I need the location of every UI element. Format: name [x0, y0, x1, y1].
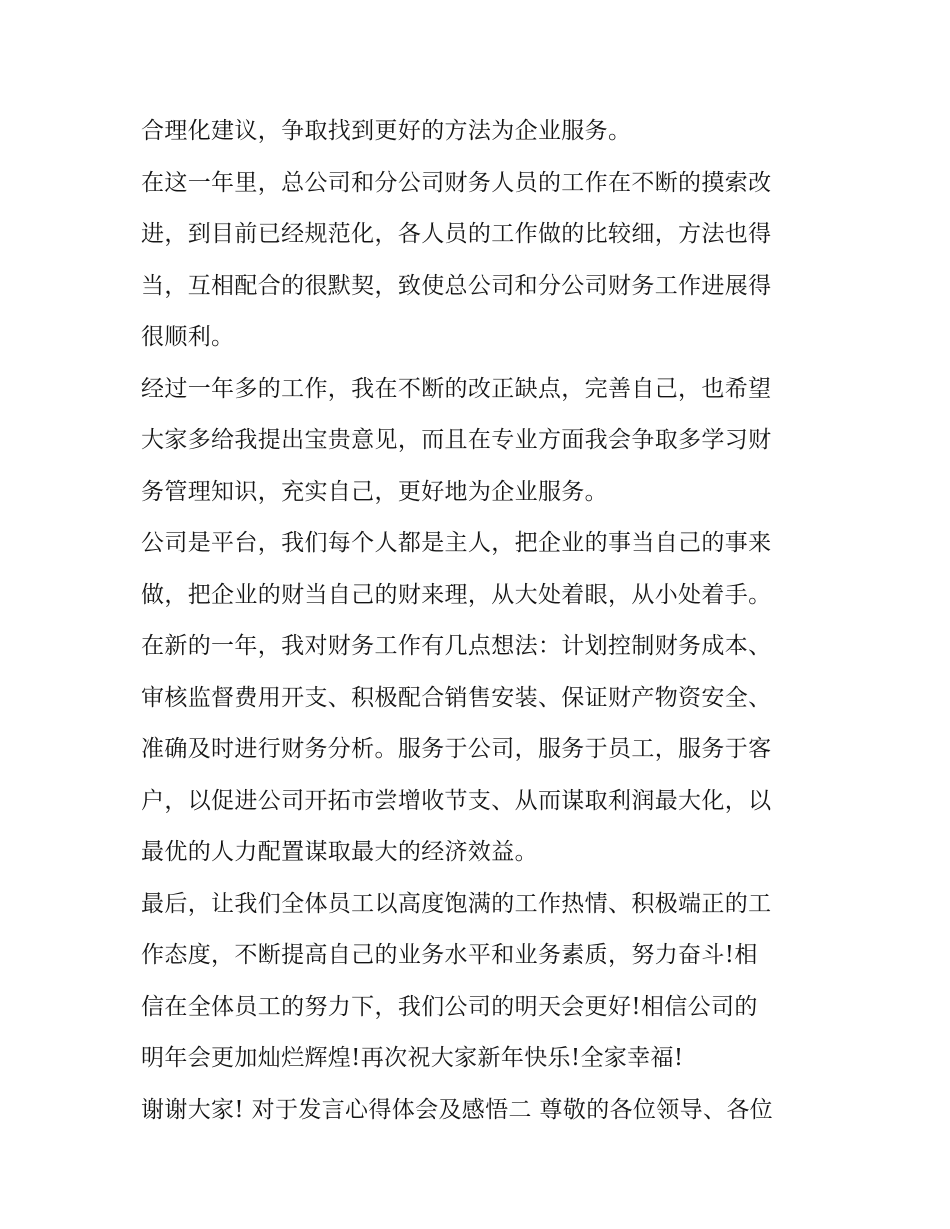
- text-line: 信在全体员工的努力下，我们公司的明天会更好!相信公司的: [141, 993, 758, 1020]
- text-line: 户，以促进公司开拓市尝增收节支、从而谋取利润最大化，以: [141, 787, 772, 814]
- text-line: 进，到目前已经规范化，各人员的工作做的比较细，方法也得: [141, 221, 772, 247]
- text-line: 公司是平台，我们每个人都是主人，把企业的事当自己的事来: [141, 530, 772, 556]
- text-line: 做，把企业的财当自己的财来理，从大处着眼，从小处着手。: [141, 581, 772, 608]
- text-line: 审核监督费用开支、积极配合销售安装、保证财产物资安全、: [141, 684, 772, 711]
- text-line: 合理化建议，争取找到更好的方法为企业服务。: [141, 118, 632, 144]
- text-line: 谢谢大家! 对于发言心得体会及感悟二 尊敬的各位领导、各位: [141, 1096, 774, 1123]
- text-line: 最优的人力配置谋取最大的经济效益。: [141, 839, 538, 865]
- text-line: 当，互相配合的很默契，致使总公司和分公司财务工作进展得: [141, 272, 772, 299]
- text-line: 在新的一年，我对财务工作有几点想法：计划控制财务成本、: [141, 633, 772, 659]
- text-line: 经过一年多的工作，我在不断的改正缺点，完善自己，也希望: [141, 375, 772, 402]
- text-line: 作态度，不断提高自己的业务水平和业务素质，努力奋斗!相: [141, 942, 758, 968]
- body-text: [141, 106, 811, 1136]
- text-line: 明年会更加灿烂辉煌!再次祝大家新年快乐!全家幸福!: [141, 1045, 684, 1071]
- text-line: 在这一年里，总公司和分公司财务人员的工作在不断的摸索改: [141, 169, 772, 196]
- text-line: 准确及时进行财务分析。服务于公司，服务于员工，服务于客: [141, 736, 772, 762]
- text-line: 大家多给我提出宝贵意见，而且在专业方面我会争取多学习财: [141, 427, 772, 453]
- text-line: 务管理知识，充实自己，更好地为企业服务。: [141, 478, 608, 505]
- text-line: 很顺利。: [141, 324, 235, 350]
- text-line: 最后，让我们全体员工以高度饱满的工作热情、积极端正的工: [141, 890, 772, 917]
